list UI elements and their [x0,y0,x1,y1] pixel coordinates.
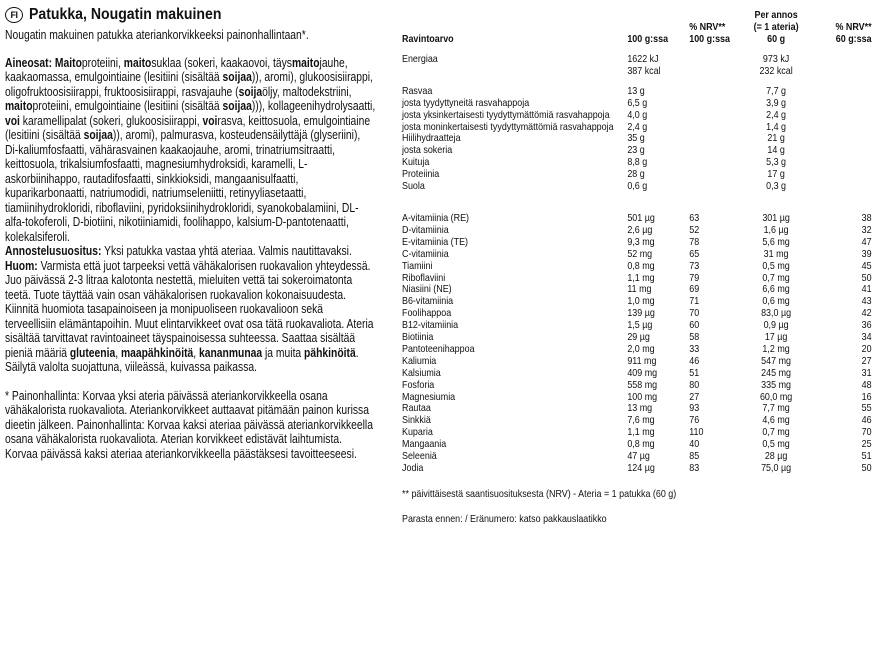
per-serving-header-line1: (= 1 ateria) [753,22,799,33]
nrv60-value [806,133,871,145]
text-run: karamellipalat (sokeri, glukoosisiirappi, [19,113,203,128]
nrv100-value [689,110,746,122]
nrv100-value: 58 [689,332,700,344]
nrv60-value: 32 [861,224,872,236]
bold-text-run: Huom: [5,258,38,273]
table-row [402,296,872,308]
table-row [402,66,872,78]
nutrient-name: Sinkkiä [402,415,431,427]
per100-value: 52 mg [627,248,653,260]
nrv60-value [806,157,871,169]
table-row [402,249,872,261]
table-row [402,213,872,225]
nrv100-value: 83 [689,463,700,474]
table-row [402,237,872,249]
product-title: Patukka, Nougatin makuinen [29,6,222,23]
text-run: suklaa (sokeri, kaakaovoi, täys [151,55,292,70]
per-serving-value: 5,3 g [766,157,787,169]
nrv60-value [806,98,871,110]
per-serving-value: 245 mg [761,367,792,379]
table-row [402,356,872,368]
text-run: )), aromi), glukoosisiirappi, oligofruktoosisiirappi, fruktoosisiirappi, rasvajauhe ( [5,70,373,99]
table-row [402,451,872,463]
per100-value: 7,6 mg [627,415,655,427]
bold-text-run: maapähkinöitä [120,345,194,360]
nutrient-name: D-vitamiinia [402,224,449,236]
bold-text-run: maito [123,55,152,70]
note-paragraph [5,259,376,375]
table-row [402,380,872,392]
nrv100-value [689,133,746,145]
nutrient-name: Hiilihydraatteja [402,133,461,145]
per-serving-value: 7,7 g [766,85,787,97]
text-run: . Säilytä valolta suojattuna, viileässä, kuivassa paikassa. [5,345,359,374]
nrv60-value: 41 [861,284,872,296]
nrv60-value: 45 [861,260,872,272]
per100-value: 0,6 g [627,181,648,193]
table-row [402,320,872,332]
table-row [402,308,872,320]
nutrient-name: B12-vitamiinia [402,320,459,332]
per100-value: 0,8 mg [627,260,655,272]
nutrition-column [402,10,872,525]
per-serving-value: 547 mg [761,355,792,367]
per100-value: 23 g [627,145,645,157]
nrv60-value [806,145,871,157]
nrv60-value [806,54,871,66]
nrv60-value: 47 [861,236,872,248]
per-serving-value: 17 g [767,169,785,181]
nrv60-value: 43 [861,296,872,308]
per-serving-value: 4,6 mg [762,415,790,427]
table-row [402,463,872,475]
per-serving-value: 0,7 mg [762,427,790,439]
table-row [402,392,872,404]
nrv60-value [806,86,871,98]
product-subtitle: Nougatin makuinen patukka ateriankorvikkeeksi painonhallintaan*. [5,28,309,42]
text-run: jauhe, kaakaomassa, emulgointiaine (lesitiini (sisältää [5,55,348,84]
nutrient-name: Energiaa [402,54,438,65]
nrv100-value: 78 [689,236,700,248]
per100-value: 0,8 mg [627,439,655,451]
nrv60-header-line2: 60 g:ssa [835,34,872,45]
table-row [402,368,872,380]
nrv100-value [689,54,746,66]
per100-value: 409 mg [627,367,658,379]
per-serving-value: 1,4 g [766,121,787,133]
text-run: öljy, maltodekstriini, [262,84,352,99]
nrv60-value: 55 [861,403,872,415]
per100-value: 387 kcal [627,65,661,77]
nutrient-name: josta sokeria [402,145,453,157]
per-serving-value: 83,0 µg [761,308,792,320]
nrv100-value: 63 [689,212,700,224]
per-serving-value: 2,4 g [766,109,787,121]
table-row [402,169,872,181]
per100-value: 2,4 g [627,121,648,133]
per100-value: 2,0 mg [627,343,655,355]
per100-value: 911 mg [627,355,657,367]
text-run: proteiini, [81,55,124,70]
nrv100-value: 46 [689,355,700,367]
nrv60-value [806,110,871,122]
per100-value: 1,5 µg [627,320,653,332]
per-serving-value: 28 µg [764,451,788,463]
nutrient-name: josta yksinkertaisesti tyydyttymättömiä rasvahappoja [402,109,610,121]
per-serving-value: 14 g [767,145,785,157]
nrv60-value: 25 [861,439,872,451]
nrv100-value: 40 [689,439,700,451]
table-spacer [402,78,872,86]
nrv100-value: 76 [689,415,700,427]
per100-value: 1,1 mg [627,272,655,284]
per-serving-value: 21 g [767,133,785,145]
nrv100-value [689,169,746,181]
per-serving-value: 301 µg [762,212,790,224]
per-serving-value: 1,6 µg [763,224,789,236]
nrv60-value: 38 [861,212,872,224]
table-row [402,157,872,169]
product-info-column [5,4,375,461]
text-run: Varmista että juot tarpeeksi vettä vähäkalorisen ruokavalion yhteydessä. Juo päivässä 2-3 litraa kalotonta nestettä, mieluiten vettä tai sokeroimatonta teetä. Tuote täyttää vain osan vähäkalorisen ruokavalion kokonaisuudesta. Kiinnitä huomiota tasapainoiseen ja monipuoliseen ruokavalioon sekä terveellisiin elämäntapoihin. Muut elintarvikkeet ovat osa tätä ruokavaliota. Ateria sisältää tarvittavat ravintoaineet täyspainoisessa suhteessa. Saattaa sisältää pieniä määriä [5,258,374,360]
nrv60-value: 39 [861,248,872,260]
text-run: ja muita [262,345,305,360]
bold-text-run: voi [202,113,218,128]
nrv100-value: 69 [689,284,700,296]
nrv100-value: 60 [689,320,700,332]
nrv60-value [806,122,871,134]
nrv100-value [689,122,746,134]
bold-text-run: maito [5,99,33,113]
nrv100-header-line2: 100 g:ssa [689,34,730,45]
per100-value: 35 g [627,133,645,145]
nutrient-name: A-vitamiinia (RE) [402,212,470,224]
table-row [402,122,872,134]
nrv100-value: 51 [689,367,700,379]
nrv60-value: 34 [861,332,872,344]
nrv60-value [806,169,871,181]
per-serving-value: 232 kcal [759,65,793,77]
nutrient-name: Kuparia [402,427,433,439]
best-before-note: Parasta ennen: / Eränumero: katso pakkauslaatikko [402,513,607,525]
nrv60-value: 48 [861,379,872,391]
bold-text-run: pähkinöitä [304,345,356,360]
table-row [402,273,872,285]
nrv60-value: 70 [861,427,872,439]
nrv60-value: 36 [861,320,872,332]
per-serving-value: 75,0 µg [761,463,792,474]
nrv100-value [689,157,746,169]
per100-value: 4,0 g [627,109,648,121]
text-run: , [193,345,200,360]
nrv100-value: 52 [689,224,700,236]
footnote-paragraph: * Painonhallinta: Korvaa yksi ateria päivässä ateriankorvikkeella osana vähäkalorista ruokavaliota. Ateriankorvikkeet auttaavat pitämään painon kurissa dieetin jälkeen. Painonhallinta: Korvaa kaksi ateriaa päivässä ateriankorvikkeella osana vähäkalorista ruokavaliota. Aterian korvikkeet edistävät laihtumista. Korvaa päivässä kaksi ateriaa ateriankorvikkeella päästäksesi tavoitteeseesi. [5,388,373,461]
per-serving-value: 5,6 mg [762,236,790,248]
table-row [402,261,872,273]
table-row [402,110,872,122]
table-row [402,133,872,145]
nrv100-value: 79 [689,272,700,284]
table-row [402,98,872,110]
text-run: ))), kollageenihydrolysaatti, [251,99,376,113]
nrv60-value: 31 [861,367,872,379]
nutrition-table [402,10,872,475]
table-row [402,225,872,237]
nutrient-name: Biotiinia [402,332,434,344]
per100-value: 13 g [627,85,645,97]
table-spacer [402,193,872,213]
nrv60-value: 50 [861,463,872,474]
per-serving-value: 335 mg [761,379,792,391]
nrv60-value: 46 [861,415,872,427]
language-badge-icon: FI [5,7,23,23]
nutrient-name: B6-vitamiinia [402,296,454,308]
nutrient-name: E-vitamiinia (TE) [402,236,469,248]
nrv-footnote: ** päivittäisestä saantisuosituksesta (NRV) - Ateria = 1 patukka (60 g) [402,488,677,500]
per100-value: 6,5 g [627,97,648,109]
bold-text-run: voi [5,113,20,128]
nrv60-value: 42 [861,308,872,320]
nutrient-name: Jodia [402,463,424,474]
per100-value: 139 µg [627,308,655,320]
ingredients-paragraph [5,56,376,245]
nrv100-header-line1: % NRV** [689,22,726,33]
per-serving-value: 0,5 mg [762,439,790,451]
per100-value: 124 µg [627,463,655,474]
nrv60-value: 50 [861,272,872,284]
per-serving-value: 6,6 mg [762,284,790,296]
per100-value: 501 µg [627,212,655,224]
nrv60-header-line1: % NRV** [835,22,872,33]
nrv100-value: 85 [689,451,700,463]
per100-value: 28 g [627,169,645,181]
text-run: )), aromi), palmurasva, kosteudensäilyttäjä (glyseriini), Di-kaliumfosfaatti, vähärasvainen kaakaojauhe, aromi, trinatriumsitraatti, keittosuola, trikalsiumfosfaatti, magnesiumhydroksidi, karamelli, L-askorbiinihappo, rautadifosfaatti, sinkkioksidi, mangaanisulfaatti, kuparikarbonaatti, natriumodidi, natriumseleniitti, retinyyliasetaatti, tiamiinihydrokloridi, riboflaviini, pyridoksiinihydrokloridi, syanokobalamiini, DL-alfa-tokoferoli, D-biotiini, nikotiiniamidi, foolihappo, kalsium-D-pantotenaatti, kolekalsiferoli. [5,128,361,244]
table-row [402,86,872,98]
nutrient-name: Pantoteenihappoa [402,343,475,355]
table-row [402,145,872,157]
nutrient-name: Rautaa [402,403,431,415]
per-serving-value: 0,7 mg [762,272,790,284]
bold-text-run: kananmunaa [199,345,263,360]
nutrient-name: Suola [402,181,425,193]
per-serving-value: 3,9 g [766,97,787,109]
bold-text-run: gluteenia [69,345,116,360]
text-run: , [115,345,121,360]
per100-value: 2,6 µg [627,224,653,236]
per-serving-value: 1,2 mg [762,343,790,355]
nutrient-name: Kaliumia [402,355,437,367]
nrv60-value: 27 [861,355,872,367]
table-row [402,332,872,344]
nrv100-value [689,98,746,110]
per100-value: 13 mg [627,403,653,415]
per-serving-value: 0,3 g [766,181,787,193]
nutrient-name [402,66,627,78]
bold-text-run: maito [291,55,320,70]
nutrient-name: Mangaania [402,439,447,451]
per-serving-header-line2: 60 g [767,34,786,45]
nutrient-name: Riboflaviini [402,272,446,284]
nrv100-value: 27 [689,391,700,403]
per100-value: 1,0 mg [627,296,655,308]
serving-paragraph [5,244,376,259]
table-row [402,403,872,415]
per100-value: 100 mg [627,391,658,403]
text-run: rasva, keittosuola, emulgointiaine (lesitiini (sisältää [5,113,371,142]
nutrient-name: josta tyydyttyneitä rasvahappoja [402,97,530,109]
nutrient-name: C-vitamiinia [402,248,449,260]
table-row [402,284,872,296]
nutrient-name: Kuituja [402,157,430,169]
per100-value: 1,1 mg [627,427,655,439]
nutrient-name: Seleeniä [402,451,437,463]
serving-text: Yksi patukka vastaa yhtä ateriaa. Valmis nautittavaksi. [101,244,352,258]
table-row [402,415,872,427]
per-serving-value: 17 µg [764,332,788,344]
per-serving-value: 7,7 mg [762,403,790,415]
nutrient-name: Magnesiumia [402,391,456,403]
per-serving-value: 0,6 mg [762,296,790,308]
per100-value: 47 µg [627,451,650,463]
nrv60-value: 51 [861,451,872,463]
nrv60-value [806,66,871,78]
table-row [402,181,872,193]
nutrient-name: Fosforia [402,379,435,391]
nrv100-value [689,181,746,193]
per100-value: 1622 kJ [627,54,659,65]
nrv100-value [689,145,746,157]
bold-text-run: soijaa [222,70,252,84]
per-serving-value: 973 kJ [762,54,790,65]
per100-value: 558 mg [627,379,658,391]
nrv100-value: 80 [689,379,700,391]
nutrient-name: Proteiinia [402,169,440,181]
nrv60-value [806,181,871,193]
per100-value: 8,8 g [627,157,648,169]
nutrient-name: josta moninkertaisesti tyydyttymättömiä rasvahappoja [402,121,614,133]
table-row [402,54,872,66]
per-serving-value: 60,0 mg [759,391,793,403]
bold-text-run: soijaa [222,99,252,113]
per-serving-value: 31 mg [763,248,789,260]
nrv100-value [689,86,746,98]
nutrient-name: Niasiini (NE) [402,284,452,296]
title-row [5,6,375,24]
nrv100-value: 65 [689,248,700,260]
bold-text-run: soijaa [83,128,113,142]
nutrition-table-wrapper [402,10,872,525]
nutrient-name: Rasvaa [402,85,433,97]
nrv100-value: 110 [689,427,704,439]
per-serving-top-header: Per annos [754,10,798,21]
nrv100-value: 71 [689,296,700,308]
per100-value: 9,3 mg [627,236,655,248]
bold-text-run: Aineosat: Maito [5,55,82,70]
table-row [402,439,872,451]
table-row [402,427,872,439]
per-serving-value: 0,5 mg [762,260,790,272]
nrv60-value: 20 [861,343,872,355]
nrv100-value [689,66,746,78]
table-row [402,344,872,356]
per100-value: 29 µg [627,332,650,344]
table-spacer [402,46,872,54]
nrv100-value: 93 [689,403,700,415]
nrv100-value: 33 [689,343,700,355]
text-run: proteiini, emulgointiaine (lesitiini (sisältää [32,99,223,113]
nrv100-value: 73 [689,260,700,272]
nutrient-name: Tiamiini [402,260,433,272]
per-serving-value: 0,9 µg [763,320,789,332]
nutrient-name: Kalsiumia [402,367,441,379]
nutrient-name: Foolihappoa [402,308,452,320]
nutrient-header: Ravintoarvo [402,34,454,45]
nrv60-value: 16 [861,391,872,403]
per100-value: 11 mg [627,284,652,296]
serving-label: Annostelusuositus: [5,244,102,258]
nrv100-value: 70 [689,308,700,320]
bold-text-run: soija [238,84,263,99]
per100-header: 100 g:ssa [627,34,669,45]
